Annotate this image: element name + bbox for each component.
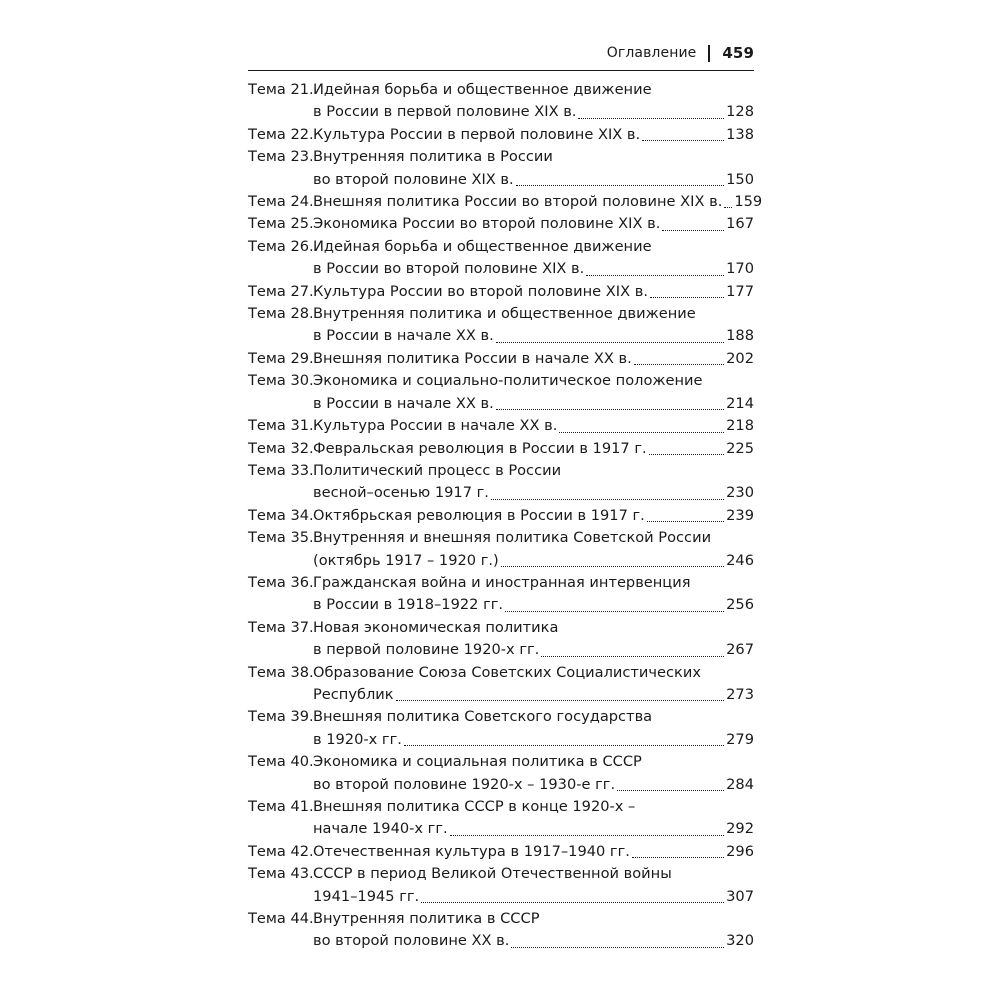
toc-entry-page: 256 — [726, 596, 754, 614]
toc-entry-number: Тема 37. — [248, 618, 314, 636]
toc-entry — [248, 706, 754, 751]
dot-leader — [649, 453, 724, 455]
toc-entry-number: Тема 31. — [248, 417, 314, 435]
toc-entry-title-text: Культура России во второй половине XIX в. — [313, 282, 648, 300]
toc-entry-page: 292 — [726, 820, 754, 838]
toc-entry-body — [313, 505, 754, 527]
toc-entry-title-text: Экономика России во второй половине XIX в. — [313, 215, 661, 233]
dot-leader — [662, 229, 724, 231]
dot-leader — [450, 834, 724, 836]
toc-entry-number: Тема 44. — [248, 910, 314, 928]
toc-entry-last-line — [313, 482, 754, 504]
toc-entry — [248, 863, 754, 908]
running-header — [0, 44, 754, 62]
toc-entry-body — [313, 124, 754, 146]
toc-entry-title-line — [313, 303, 754, 325]
toc-entry — [248, 617, 754, 662]
dot-leader — [491, 498, 724, 500]
toc-entry-title-text: Идейная борьба и общественное движение — [313, 81, 652, 98]
toc-entry-page: 225 — [726, 439, 754, 457]
dot-leader — [647, 520, 724, 522]
toc-entry-last-line — [313, 684, 754, 706]
header-separator — [708, 45, 710, 62]
toc-entry-title-text: Культура России в начале XX в. — [313, 417, 558, 435]
toc-entry-last-line — [313, 213, 754, 235]
toc-entry-body — [313, 527, 754, 572]
toc-entry-last-line — [313, 886, 754, 908]
toc-entry-number: Тема 26. — [248, 237, 314, 255]
toc-entry-last-line — [313, 393, 754, 415]
toc-entry-last-line — [313, 415, 754, 437]
toc-entry-body — [313, 706, 754, 751]
toc-entry-title-text: Политический процесс в России — [313, 461, 562, 479]
toc-entry-page: 307 — [726, 887, 754, 905]
toc-entry-title-text: весной–осенью 1917 г. — [313, 484, 489, 502]
toc-entry-title-text: Гражданская война и иностранная интервенция — [313, 573, 691, 591]
dot-leader — [724, 206, 732, 208]
toc-entry-number: Тема 40. — [248, 753, 314, 771]
toc-entry-title-text: Февральская революция в России в 1917 г. — [313, 439, 647, 457]
dot-leader — [516, 184, 724, 186]
dot-leader — [505, 610, 724, 612]
toc-entry-page: 246 — [726, 551, 754, 569]
toc-entry-number: Тема 33. — [248, 461, 314, 479]
toc-entry-page: 170 — [726, 260, 754, 278]
toc-entry-last-line — [313, 639, 754, 661]
toc-entry-page: 239 — [726, 506, 754, 524]
toc-entry-page: 167 — [726, 215, 754, 233]
toc-entry — [248, 348, 754, 370]
dot-leader — [650, 296, 724, 298]
toc-entry — [248, 213, 754, 235]
dot-leader — [632, 856, 724, 858]
toc-entry-title-text: Внутренняя и внешняя политика Советской России — [313, 529, 712, 547]
toc-entry — [248, 438, 754, 460]
toc-entry-page: 218 — [726, 417, 754, 435]
toc-entry-page: 214 — [726, 394, 754, 412]
toc-entry-title-text: во второй половине XIX в. — [313, 170, 514, 188]
toc-entry-title-text: Внешняя политика СССР в конце 1920-х – — [313, 798, 636, 815]
toc-entry-title-text: в России в начале XX в. — [313, 327, 494, 345]
toc-entry-page: 320 — [726, 932, 754, 950]
toc-entry-title-line — [313, 662, 754, 684]
toc-entry-title-text: Внешняя политика России во второй половине XIX в. — [313, 193, 723, 211]
toc-entry — [248, 841, 754, 863]
toc-entry-title-text: во второй половине XX в. — [313, 932, 510, 950]
toc-entry-title-text: начале 1940-х гг. — [313, 820, 448, 838]
toc-entry-page: 128 — [726, 103, 754, 121]
toc-entry-body — [313, 191, 763, 213]
toc-entry-title-text: Внутренняя политика в СССР — [313, 910, 540, 928]
toc-entry-title-line — [313, 527, 754, 549]
table-of-contents — [248, 79, 763, 953]
section-title: Оглавление — [606, 45, 697, 61]
toc-entry-title-text: в 1920-х гг. — [313, 730, 402, 748]
toc-entry-title-text: Культура России в первой половине XIX в. — [313, 125, 641, 143]
toc-entry — [248, 527, 754, 572]
toc-entry-body — [313, 213, 754, 235]
dot-leader — [578, 117, 724, 119]
header-rule — [248, 70, 754, 71]
toc-entry-last-line — [313, 169, 754, 191]
toc-entry-number: Тема 41. — [248, 798, 314, 815]
toc-entry — [248, 124, 754, 146]
dot-leader — [559, 431, 724, 433]
toc-entry-title-text: во второй половине 1920-х – 1930-е гг. — [313, 775, 616, 793]
toc-entry-title-line — [313, 79, 754, 101]
toc-entry-number: Тема 42. — [248, 842, 314, 860]
toc-entry-title-line — [313, 706, 754, 728]
toc-entry-page: 273 — [726, 685, 754, 703]
toc-entry-title-text: Экономика и социальная политика в СССР — [313, 753, 642, 771]
toc-entry-last-line — [313, 101, 754, 123]
toc-entry-title-text: Октябрьская революция в России в 1917 г. — [313, 506, 645, 524]
toc-entry-number: Тема 32. — [248, 439, 314, 457]
toc-entry-last-line — [313, 594, 754, 616]
dot-leader — [396, 699, 725, 701]
toc-entry-title-text: Внутренняя политика и общественное движение — [313, 305, 696, 323]
toc-entry-title-text: в России в 1918–1922 гг. — [313, 596, 504, 614]
toc-entry-number: Тема 25. — [248, 215, 314, 233]
toc-entry-body — [313, 572, 754, 617]
toc-entry-last-line — [313, 818, 754, 840]
toc-entry-body — [313, 303, 754, 348]
toc-entry-number: Тема 28. — [248, 305, 314, 323]
toc-entry-title-text: Идейная борьба и общественное движение — [313, 237, 652, 255]
toc-entry — [248, 751, 754, 796]
toc-entry-last-line — [313, 281, 754, 303]
toc-entry — [248, 191, 763, 213]
toc-entry — [248, 796, 754, 841]
toc-entry-title-text: Образование Союза Советских Социалистических — [313, 663, 701, 681]
toc-entry-page: 177 — [726, 282, 754, 300]
toc-entry-page: 279 — [726, 730, 754, 748]
toc-entry-page: 284 — [726, 775, 754, 793]
toc-entry-number: Тема 23. — [248, 148, 314, 166]
toc-entry-title-line — [313, 617, 754, 639]
toc-entry-number: Тема 39. — [248, 708, 314, 726]
toc-entry-number: Тема 30. — [248, 372, 314, 390]
toc-entry-number: Тема 22. — [248, 125, 314, 143]
toc-entry-page: 159 — [734, 193, 763, 211]
toc-entry-page: 188 — [726, 327, 754, 345]
toc-entry-title-text: в первой половине 1920-х гг. — [313, 641, 540, 659]
toc-entry-body — [313, 438, 754, 460]
toc-entry-number: Тема 34. — [248, 506, 314, 524]
toc-entry-number: Тема 36. — [248, 573, 314, 591]
toc-entry-number: Тема 35. — [248, 529, 314, 547]
toc-entry — [248, 460, 754, 505]
toc-entry-number: Тема 24. — [248, 193, 314, 211]
dot-leader — [642, 139, 724, 141]
toc-entry-body — [313, 415, 754, 437]
toc-entry-last-line — [313, 348, 754, 370]
toc-entry-title-text: 1941–1945 гг. — [313, 887, 420, 905]
page-number: 459 — [722, 44, 754, 62]
toc-entry-title-text: в России в первой половине XIX в. — [313, 103, 577, 121]
toc-entry-page: 202 — [726, 349, 754, 367]
dot-leader — [421, 901, 724, 903]
toc-entry-page: 296 — [726, 842, 754, 860]
toc-entry-title-text: Внутренняя политика в России — [313, 148, 553, 166]
toc-entry — [248, 146, 754, 191]
toc-entry-number: Тема 27. — [248, 282, 314, 300]
toc-entry-number: Тема 38. — [248, 663, 314, 681]
toc-entry-last-line — [313, 774, 754, 796]
toc-entry-last-line — [313, 258, 754, 280]
toc-entry-title-line — [313, 572, 754, 594]
dot-leader — [586, 274, 724, 276]
toc-entry — [248, 236, 754, 281]
toc-entry-body — [313, 908, 754, 953]
toc-entry — [248, 79, 754, 124]
toc-entry-last-line — [313, 124, 754, 146]
toc-entry-body — [313, 751, 754, 796]
toc-entry-body — [313, 460, 754, 505]
toc-entry-title-text: Республик — [313, 685, 394, 703]
toc-entry — [248, 572, 754, 617]
toc-entry — [248, 281, 754, 303]
toc-entry-last-line — [313, 438, 754, 460]
toc-entry-title-line — [313, 796, 754, 818]
toc-entry-title-text: Внешняя политика России в начале XX в. — [313, 349, 632, 367]
toc-entry-title-text: Отечественная культура в 1917–1940 гг. — [313, 842, 630, 860]
toc-entry-number: Тема 43. — [248, 865, 314, 883]
toc-entry-body — [313, 370, 754, 415]
dot-leader — [617, 789, 724, 791]
toc-entry-page: 150 — [726, 170, 754, 188]
toc-entry-page: 267 — [726, 641, 754, 659]
toc-entry-title-text: (октябрь 1917 – 1920 г.) — [313, 551, 499, 569]
toc-entry-title-text: в России во второй половине XIX в. — [313, 260, 585, 278]
dot-leader — [634, 363, 724, 365]
dot-leader — [501, 565, 724, 567]
dot-leader — [511, 946, 724, 948]
dot-leader — [496, 408, 724, 410]
toc-entry — [248, 370, 754, 415]
toc-entry-title-text: в России в начале XX в. — [313, 394, 494, 412]
dot-leader — [541, 655, 724, 657]
toc-entry-last-line — [313, 505, 754, 527]
toc-entry — [248, 662, 754, 707]
toc-entry — [248, 505, 754, 527]
toc-entry-title-text: Новая экономическая политика — [313, 618, 559, 636]
toc-entry-last-line — [313, 191, 763, 213]
toc-entry-last-line — [313, 550, 754, 572]
toc-entry-body — [313, 236, 754, 281]
toc-entry-body — [313, 617, 754, 662]
toc-entry-body — [313, 662, 754, 707]
toc-entry-last-line — [313, 841, 754, 863]
toc-entry-body — [313, 796, 754, 841]
toc-entry-last-line — [313, 930, 754, 952]
toc-entry-page: 138 — [726, 125, 754, 143]
toc-entry-body — [313, 841, 754, 863]
toc-entry-last-line — [313, 729, 754, 751]
toc-entry-body — [313, 863, 754, 908]
toc-entry-title-line — [313, 751, 754, 773]
toc-entry-number: Тема 29. — [248, 349, 314, 367]
toc-entry-body — [313, 348, 754, 370]
toc-entry-body — [313, 146, 754, 191]
toc-entry-page: 230 — [726, 484, 754, 502]
toc-entry — [248, 908, 754, 953]
toc-entry-title-text: Экономика и социально-политическое положение — [313, 372, 703, 390]
toc-entry-title-line — [313, 863, 754, 885]
toc-entry-number: Тема 21. — [248, 81, 314, 98]
toc-entry-last-line — [313, 325, 754, 347]
toc-entry-title-line — [313, 460, 754, 482]
dot-leader — [496, 341, 724, 343]
toc-entry-title-line — [313, 146, 754, 168]
toc-entry-title-line — [313, 908, 754, 930]
toc-entry — [248, 303, 754, 348]
toc-entry-title-line — [313, 236, 754, 258]
toc-entry-title-line — [313, 370, 754, 392]
toc-entry — [248, 415, 754, 437]
toc-entry-title-text: СССР в период Великой Отечественной войны — [313, 865, 672, 883]
toc-entry-body — [313, 281, 754, 303]
dot-leader — [404, 744, 724, 746]
toc-entry-body — [313, 79, 754, 124]
toc-entry-title-text: Внешняя политика Советского государства — [313, 708, 653, 726]
